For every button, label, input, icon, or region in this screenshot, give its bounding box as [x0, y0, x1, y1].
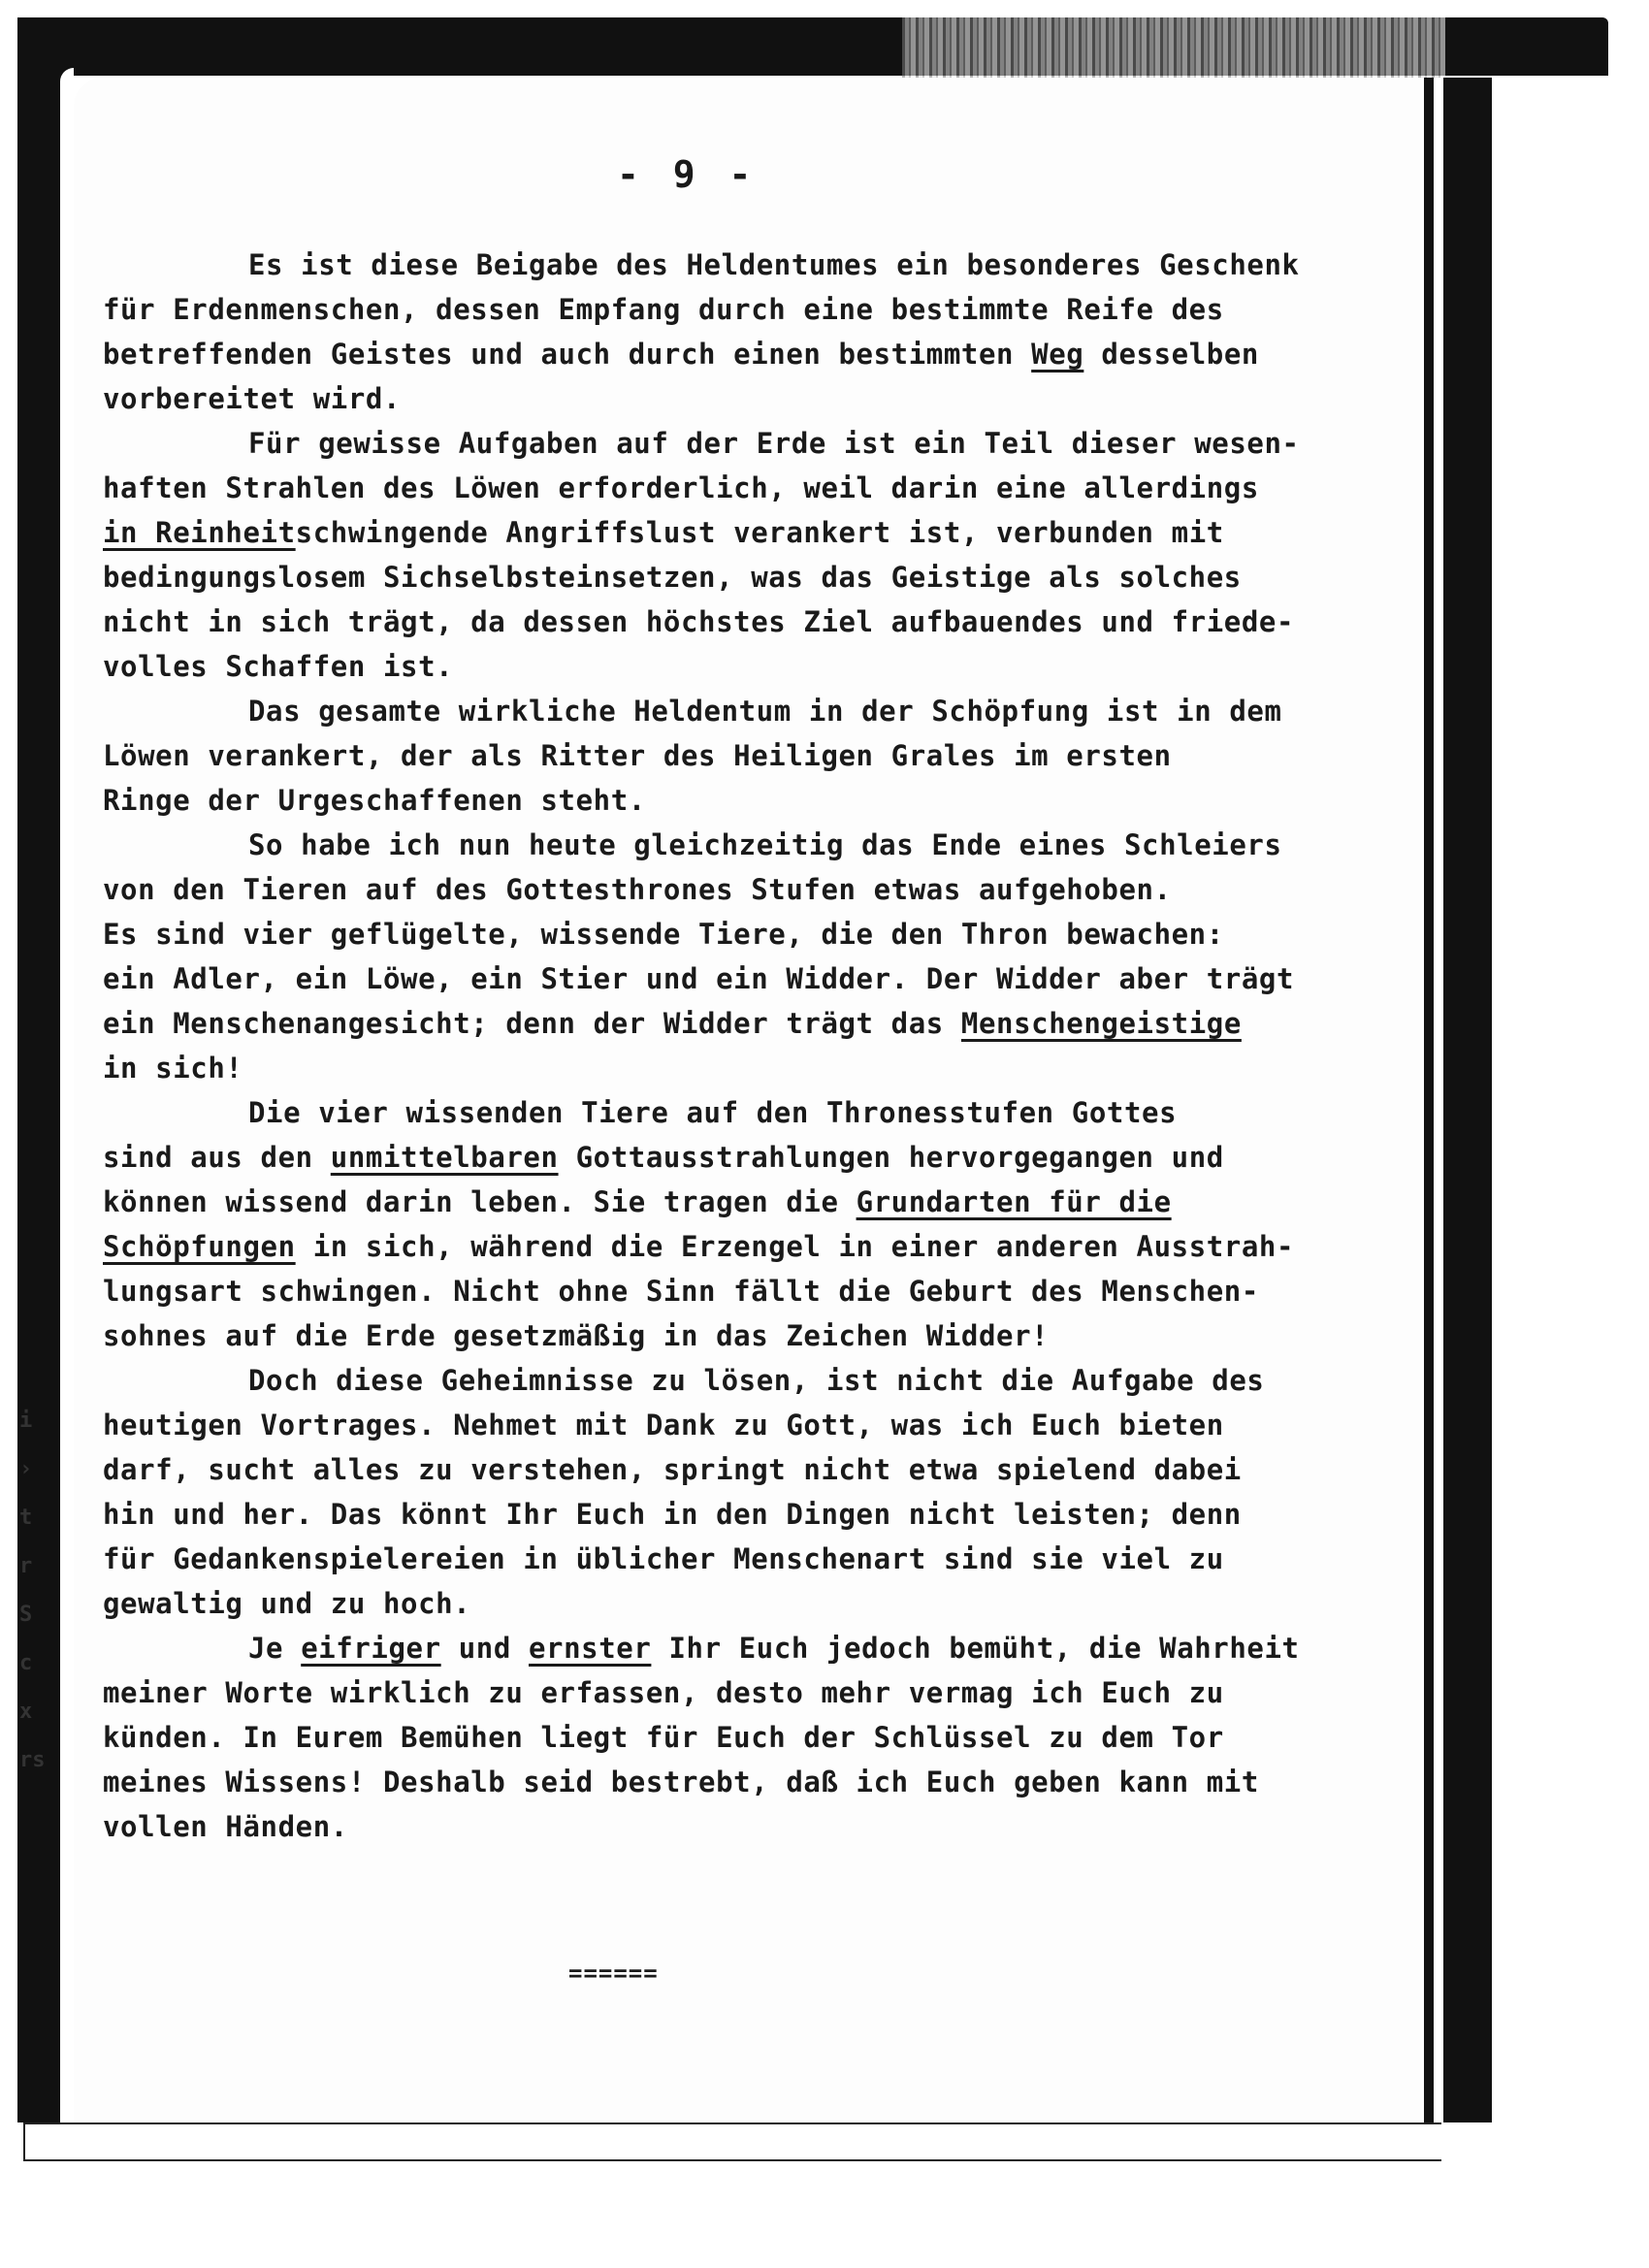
text-line: Die vier wissenden Tiere auf den Thronesstufen Gottes [248, 1096, 1178, 1129]
text-line: So habe ich nun heute gleichzeitig das Ende eines Schleiers [248, 828, 1282, 861]
margin-mark: › [19, 1457, 33, 1481]
text-line: vollen Händen. [103, 1810, 348, 1843]
text-line: von den Tieren auf des Gottesthrones Stufen etwas aufgehoben. [103, 873, 1172, 906]
margin-mark: t [19, 1506, 33, 1530]
text-line: Es sind vier geflügelte, wissende Tiere, die den Thron bewachen: [103, 918, 1224, 951]
underlined-word: ernster [528, 1632, 652, 1665]
underlined-word: Schöpfungen [103, 1230, 296, 1263]
text-line: in Reinheitschwingende Angriffslust verankert ist, verbunden mit [103, 516, 1224, 549]
paragraph [103, 689, 1393, 823]
text-line: Je eifriger und ernster Ihr Euch jedoch bemüht, die Wahrheit [248, 1632, 1300, 1665]
text-line: gewaltig und zu hoch. [103, 1587, 471, 1620]
text-line: haften Strahlen des Löwen erforderlich, weil darin eine allerdings [103, 471, 1259, 504]
underlined-word: Grundarten für die [856, 1185, 1172, 1218]
text-line: lungsart schwingen. Nicht ohne Sinn fällt die Geburt des Menschen- [103, 1275, 1259, 1308]
text-line: nicht in sich trägt, da dessen höchstes Ziel aufbauendes und friede- [103, 605, 1295, 638]
text-line: Löwen verankert, der als Ritter des Heiligen Grales im ersten [103, 739, 1172, 772]
text-line: vorbereitet wird. [103, 382, 402, 415]
text-line: Es ist diese Beigabe des Heldentumes ein besonderes Geschenk [248, 248, 1300, 281]
margin-mark: c [19, 1651, 33, 1675]
scan-noise [902, 17, 1445, 85]
typed-page [74, 78, 1424, 2122]
text-line: künden. In Eurem Bemühen liegt für Euch der Schlüssel zu dem Tor [103, 1721, 1224, 1754]
text-line: ein Menschenangesicht; denn der Widder trägt das Menschengeistige [103, 1007, 1242, 1040]
page-edge-gap [1434, 78, 1443, 2122]
text-line: hin und her. Das könnt Ihr Euch in den Dingen nicht leisten; denn [103, 1498, 1242, 1531]
text-line: darf, sucht alles zu verstehen, springt nicht etwa spielend dabei [103, 1453, 1242, 1486]
margin-mark: x [19, 1700, 33, 1724]
text-line: volles Schaffen ist. [103, 650, 454, 683]
paragraph [103, 823, 1393, 1090]
text-line: Doch diese Geheimnisse zu lösen, ist nicht die Aufgabe des [248, 1364, 1265, 1397]
margin-marks [19, 1397, 48, 1785]
text-line: können wissend darin leben. Sie tragen die Grundarten für die [103, 1185, 1172, 1218]
body-text [103, 243, 1393, 1849]
margin-mark: rs [19, 1748, 46, 1772]
page-number: - 9 - [617, 153, 758, 196]
text-line: in sich! [103, 1052, 243, 1085]
text-line: sohnes auf die Erde gesetzmäßig in das Zeichen Widder! [103, 1319, 1050, 1352]
text-line: für Gedankenspielereien in üblicher Menschenart sind sie viel zu [103, 1542, 1224, 1575]
underlined-word: Weg [1031, 338, 1084, 371]
scan-frame-bottom [23, 2122, 1441, 2161]
underlined-word: eifriger [301, 1632, 441, 1665]
text-line: Das gesamte wirkliche Heldentum in der Schöpfung ist in dem [248, 695, 1282, 728]
margin-mark: r [19, 1554, 33, 1578]
text-line: bedingungslosem Sichselbsteinsetzen, was das Geistige als solches [103, 561, 1242, 594]
text-line: meiner Worte wirklich zu erfassen, desto mehr vermag ich Euch zu [103, 1676, 1224, 1709]
margin-mark: i [19, 1409, 33, 1433]
margin-mark: S [19, 1603, 33, 1627]
text-line: Ringe der Urgeschaffenen steht. [103, 784, 646, 817]
paragraph [103, 1626, 1393, 1849]
underlined-word: Menschengeistige [960, 1007, 1242, 1040]
text-line: Schöpfungen in sich, während die Erzengel in einer anderen Ausstrah- [103, 1230, 1295, 1263]
paragraph [103, 421, 1393, 689]
underlined-word: in Reinheit [103, 516, 296, 549]
paragraph [103, 1090, 1393, 1358]
text-line: betreffenden Geistes und auch durch einen bestimmten Weg desselben [103, 338, 1259, 371]
text-line: heutigen Vortrages. Nehmet mit Dank zu Gott, was ich Euch bieten [103, 1409, 1224, 1442]
text-line: für Erdenmenschen, dessen Empfang durch eine bestimmte Reife des [103, 293, 1224, 326]
text-line: meines Wissens! Deshalb seid bestrebt, daß ich Euch geben kann mit [103, 1766, 1259, 1798]
text-line: ein Adler, ein Löwe, ein Stier und ein Widder. Der Widder aber trägt [103, 962, 1295, 995]
paragraph [103, 1358, 1393, 1626]
page-curl [60, 68, 74, 2122]
paragraph [103, 243, 1393, 421]
underlined-word: unmittelbaren [330, 1141, 559, 1174]
text-line: sind aus den unmittelbaren Gottausstrahlungen hervorgegangen und [103, 1141, 1224, 1174]
end-rule: ====== [568, 1960, 659, 1987]
text-line: Für gewisse Aufgaben auf der Erde ist ein Teil dieser wesen- [248, 427, 1300, 460]
